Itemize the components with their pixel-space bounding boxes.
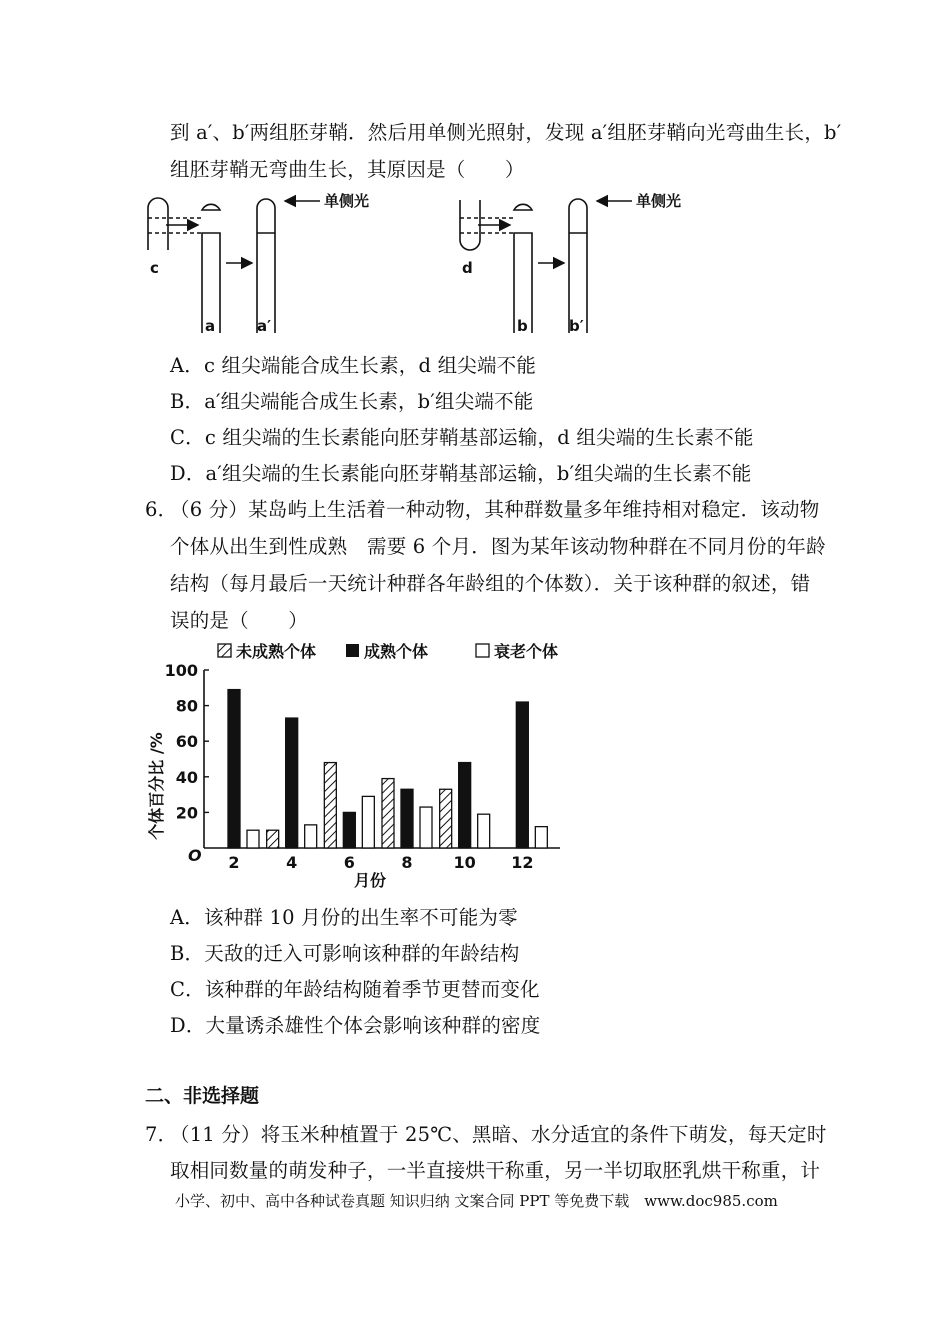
legend-swatch-senescent <box>476 644 489 657</box>
q6-option-d: D．大量诱杀雄性个体会影响该种群的密度 <box>170 1014 541 1037</box>
bar-senescent <box>305 825 317 848</box>
q5-option-a: A．c 组尖端能合成生长素，d 组尖端不能 <box>170 354 537 377</box>
legend-swatch-immature <box>218 644 231 657</box>
bar-immature <box>382 779 394 848</box>
legend-immature: 未成熟个体 <box>236 642 317 661</box>
bar-mature <box>459 763 471 848</box>
legend-mature: 成熟个体 <box>364 642 429 661</box>
q6-number: 6． <box>145 498 178 521</box>
excised-tip <box>514 204 532 210</box>
bar-immature <box>324 763 336 848</box>
x-tick-label: 8 <box>401 853 413 872</box>
q6-option-a: A．该种群 10 月份的出生率不可能为零 <box>170 906 518 929</box>
x-tick-label: 12 <box>511 853 534 872</box>
x-tick-label: 10 <box>453 853 476 872</box>
coleoptile-diagram <box>140 188 700 338</box>
age-structure-chart <box>140 636 580 896</box>
bar-immature <box>440 789 452 848</box>
x-tick-label: 2 <box>228 853 240 872</box>
bar-senescent <box>247 830 259 848</box>
light-label: 单侧光 <box>636 192 682 210</box>
label-b: b <box>517 317 528 335</box>
bar-senescent <box>535 827 547 848</box>
q6-option-b: B．天敌的迁入可影响该种群的年龄结构 <box>170 942 520 965</box>
label-b-prime: b′ <box>569 317 584 335</box>
x-tick-label: 6 <box>343 853 355 872</box>
label-a-prime: a′ <box>257 317 272 335</box>
x-tick-label: 4 <box>286 853 298 872</box>
origin-label: O <box>188 846 202 865</box>
q6-text-line-4: 误的是（ ） <box>170 609 308 632</box>
q5-text-line-1: 到 a′、b′两组胚芽鞘．然后用单侧光照射，发现 a′组胚芽鞘向光弯曲生长，b′ <box>170 121 842 144</box>
bar-mature <box>401 789 413 848</box>
q5-text-line-2: 组胚芽鞘无弯曲生长，其原因是（ ） <box>170 158 525 181</box>
bar-senescent <box>362 796 374 848</box>
excised-tip <box>202 204 220 210</box>
coleoptile-b-prime <box>569 199 587 333</box>
x-axis-title: 月份 <box>353 871 387 890</box>
tip-c <box>148 198 168 250</box>
label-a: a <box>205 317 216 335</box>
y-axis-title: 个体百分比 /% <box>147 732 166 840</box>
y-tick-label: 20 <box>175 803 198 823</box>
coleoptile-a-prime <box>257 199 275 333</box>
q7-number: 7． <box>145 1123 178 1146</box>
y-tick-label: 100 <box>164 661 198 680</box>
q5-option-d: D．a′组尖端的生长素能向胚芽鞘基部运输，b′组尖端的生长素不能 <box>170 462 752 485</box>
label-d: d <box>462 259 473 277</box>
bar-mature <box>286 718 298 848</box>
bar-mature <box>516 702 528 848</box>
legend-senescent: 衰老个体 <box>494 642 559 661</box>
label-c: c <box>150 259 159 277</box>
q7-text-line-2: 取相同数量的萌发种子，一半直接烘干称重，另一半切取胚乳烘干称重，计 <box>170 1159 821 1182</box>
q6-option-c: C．该种群的年龄结构随着季节更替而变化 <box>170 978 540 1001</box>
bar-immature <box>267 830 279 848</box>
y-tick-label: 40 <box>175 767 198 787</box>
q7-text-line-1: （11 分）将玉米种植置于 25℃、黑暗、水分适宜的条件下萌发，每天定时 <box>170 1123 827 1146</box>
bar-senescent <box>478 814 490 848</box>
q5-option-b: B．a′组尖端能合成生长素，b′组尖端不能 <box>170 390 534 413</box>
q5-option-c: C．c 组尖端的生长素能向胚芽鞘基部运输，d 组尖端的生长素不能 <box>170 426 754 449</box>
y-tick-label: 80 <box>175 696 198 716</box>
y-tick-label: 60 <box>175 732 198 752</box>
bar-mature <box>228 690 240 848</box>
q6-text-line-1: （6 分）某岛屿上生活着一种动物，其种群数量多年维持相对稳定．该动物 <box>170 498 820 521</box>
section-title: 二、非选择题 <box>145 1085 260 1107</box>
footer-text: 小学、初中、高中各种试卷真题 知识归纳 文案合同 PPT 等免费下载 www.doc985.com <box>175 1192 778 1210</box>
light-label: 单侧光 <box>324 192 370 210</box>
bar-mature <box>343 812 355 848</box>
q6-text-line-3: 结构（每月最后一天统计种群各年龄组的个体数）．关于该种群的叙述，错 <box>170 572 811 595</box>
legend-swatch-mature <box>346 644 359 657</box>
bar-senescent <box>420 807 432 848</box>
tip-d <box>460 200 480 250</box>
q6-text-line-2: 个体从出生到性成熟 需要 6 个月．图为某年该动物种群在不同月份的年龄 <box>170 535 826 558</box>
